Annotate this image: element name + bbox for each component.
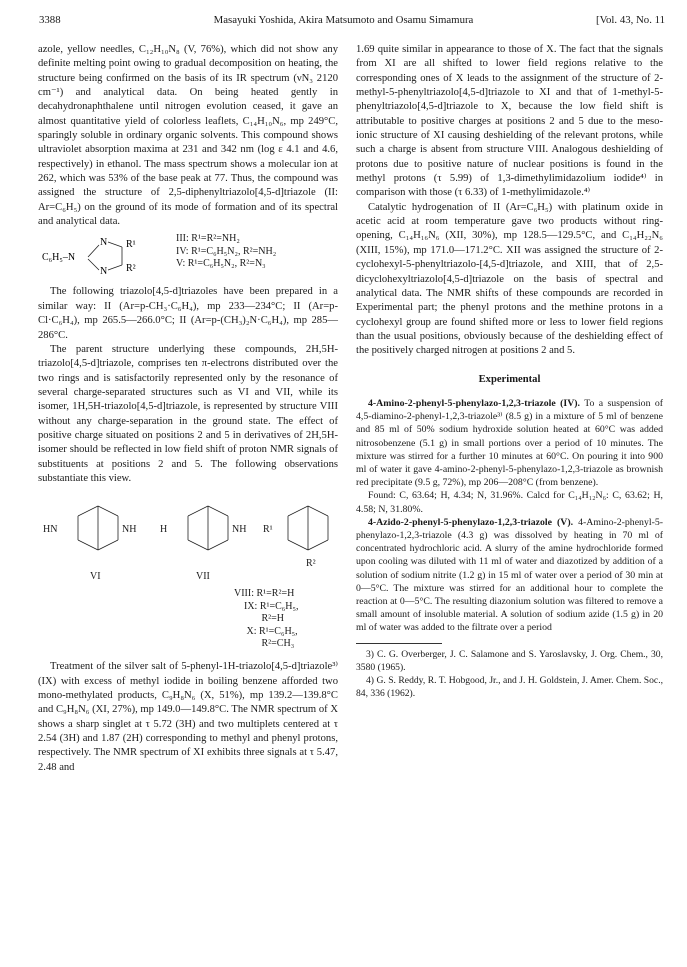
- paragraph: Catalytic hydrogenation of II (Ar=C₆H₅) with platinum oxide in acetic acid at room temperature gave two products without ring-opening, C₁₄H₁₆N₆ (XII, 30%), mp 128.5—129.5°C, and C₁₄H₂₂N₆ (XIII, 15%), mp 171.0—171.2°C. XII was assigned the structure of 2-cyclohexyl-5-phenyltriazolo-[4,5-d]triazole, and XIII, that of 2,5-dicyclohexyltriazolo[4,5-d]triazole on the basis of spectral and analytical data. The NMR shifts of these compounds are recorded in Experimental part; the phenyl protons and the methine protons in a cyclohexyl group are found shifted more or less to lower field regions than the usual positions, obviously because of the deshielding effect of the positively charged nitrogen at positions 2 and 5.: [356, 201, 663, 357]
- experimental-paragraph: [356, 516, 663, 635]
- paragraph: azole, yellow needles, C₁₂H₁₀N₈ (V, 76%), which did not show any definite melting point owing to gradual decomposition on heating, the structure being confirmed on the basis of its IR spectrum (νN₃ 2120 cm⁻¹) and analytical data. On being heated gently in decahydronaphthalene until nitrogen evolution ceased, it gave an almost quantitative yield of colorless leaflets, C₁₄H₁₀N₆, mp 249°C, sparingly soluble in ordinary organic solvents. This compound shows ultraviolet absorption maxima at 231 and 342 nm (log ε 4.1 and 4.6, respectively) in ethanol. The mass spectrum shows a molecular ion at 262, which was 53% of the base peak at 77. Thus, the compound was assigned the structure of 2,5-diphenyltriazolo[4,5-d]triazole (II: Ar=C₆H₅) on the ground of its mode of formation and of its spectral and analytical data.: [38, 44, 338, 228]
- struct-r1-label: R¹: [263, 524, 273, 536]
- svg-text:N: N: [100, 266, 108, 278]
- left-column: [38, 43, 338, 775]
- experimental-title: 4-Amino-2-phenyl-5-phenylazo-1,2,3-triazole (IV).: [368, 397, 580, 409]
- paragraph: The following triazolo[4,5-d]triazoles have been prepared in a similar way: II (Ar=p-CH₃·C₆H₄), mp 233—234°C; II (Ar=p-Cl·C₆H₄), mp 265.5—266.0°C; II (Ar=p-(CH₃)₂N·C₆H₄), mp 285—286°C.: [38, 286, 338, 341]
- formula-block-iii-v: [38, 233, 338, 279]
- formula-definitions: [176, 233, 276, 271]
- footnote-rule: [356, 643, 442, 644]
- footnote: 3) C. G. Overberger, J. C. Salamone and S. Yaroslavsky, J. Org. Chem., 30, 3580 (1965).: [356, 648, 663, 673]
- struct-h-label: H: [160, 524, 168, 536]
- volume-info: [Vol. 43, No. 11: [596, 14, 665, 26]
- structures-vi-viii: [38, 494, 338, 652]
- paragraph: The parent structure underlying these compounds, 2H,5H-triazolo[4,5-d]triazole, comprises ten π-electrons distributed over the two rings and is satisfactorily represented only by the resonance of several charge-separated structures such as VI and VII, while its isomer, 1H,5H-triazolo[4,5-d]triazole, is represented by structure VIII without any charge-separation in the ground state. The effect of positive charge situated on positions 2 and 5 in derivatives of 2H,5H-isomer should be reflected in low field shift of proton NMR signals of substituents at positions 2 and 5. The following observations substantiate this view.: [38, 343, 338, 484]
- struct-hn-label: HN: [43, 524, 58, 536]
- paragraph: Treatment of the silver salt of 5-phenyl-1H-triazolo[4,5-d]triazole³⁾ (IX) with excess of methyl iodide in boiling benzene afforded two mono-methylated products, C₉H₈N₆ (X, 51%), mp 139.2—139.8°C and C₉H₈N₆ (XI, 27%), mp 149.0—149.8°C. The NMR spectrum of X shows a sharp singlet at τ 5.72 (3H) and two multiplets centered at τ 2.54 (3H) and 1.87 (2H) corresponding to methyl and phenyl protons, respectively. The NMR spectrum of XI exhibits three signals at τ 5.47, 2.48 and: [38, 661, 338, 773]
- formula-line: V: R¹=C₆H₅N₂, R²=N₃: [176, 258, 266, 270]
- formula-line: IV: R¹=C₆H₅N₂, R²=NH₂: [176, 245, 277, 257]
- right-column: [356, 43, 663, 700]
- paragraph: 1.69 quite similar in appearance to those of X. The fact that the signals from XI are all shifted to lower field regions relative to the corresponding ones of X leads to the assignment of the structure of 2-methyl-5-phenyltriazolo[4,5-d]triazole to XI and that of 1-methyl-5-phenyltriazolo[4,5-d]triazole to X, because the low field shift is attributable to positive charges at positions 2 and 5 due to the meso-ionic structure of XI causing deshielding of the relevant protons, while such a charge is absent from structure VIII. Analogous deshielding of protons due to positive nature of nuclear positions is found in the methyl protons (τ 5.99) of 1,3-dimethylimidazolium iodide⁴⁾ in comparison with those (τ 6.33) of 1-methylimidazole.⁴⁾: [356, 44, 663, 199]
- struct-nh-label: NH: [122, 524, 137, 536]
- triazole-structure-icon: [42, 233, 172, 279]
- formula-r2: R²: [126, 263, 136, 275]
- formula-r1: R¹: [126, 239, 136, 251]
- structure-label: VI: [90, 571, 101, 583]
- section-heading: Experimental: [478, 373, 541, 385]
- experimental-body: To a suspension of 4,5-diamino-2-phenyl-1,2,3-triazole³⁾ (8.5 g) in a mixture of 5 ml of benzene and 85 ml of 50% sodium hydroxide solution heated at 60°C was added nitrosobenzene (5.1 g) in small portions over a period of 10 minutes. The mixture was stirred for a further 10 minutes at 60°C. On pouring it into 900 ml of water it gave 4-amino-2-phenyl-5-phenylazo-1,2,3-triazole as brownish red precipitate (9.5 g, 72%), mp 206—208°C (from benzene).: [356, 397, 663, 489]
- triazolotriazole-structures-icon: [38, 494, 338, 594]
- experimental-title: 4-Azido-2-phenyl-5-phenylazo-1,2,3-triazole (V).: [368, 516, 574, 528]
- formula-line: III: R¹=R²=NH₂: [176, 233, 240, 245]
- structure-label: VII: [196, 571, 210, 583]
- formula-prefix: C₆H₅–N: [42, 252, 76, 264]
- svg-text:N: N: [100, 237, 108, 249]
- experimental-paragraph: [356, 397, 663, 489]
- running-authors: Masayuki Yoshida, Akira Matsumoto and Osamu Simamura: [213, 14, 474, 26]
- struct-nh-label: NH: [232, 524, 247, 536]
- footnote: 4) G. S. Reddy, R. T. Hobgood, Jr., and J. H. Goldstein, J. Amer. Chem. Soc., 84, 336 (1962).: [356, 674, 663, 700]
- page-number: 3388: [39, 14, 61, 26]
- experimental-body: 4-Amino-2-phenyl-5-phenylazo-1,2,3-triazole (4.3 g) was dissolved by heating in 70 ml of concentrated hydrochloric acid. A slurry of the amine hydrochloride formed upon cooling was diluted with 11 ml of water and diazotized by addition of a solution of sodium nitrite (1.2 g) in 15 ml of water over a period of 30 min at 0—5°C. The mixture was stirred for an additional hour to complete the reaction at 0—5°C. The resulting diazonium solution was filtered to remove a small amount of insoluble material. A solution of sodium azide (1.5 g) in 20 ml of water was added to the filtrate over a period: [356, 516, 663, 634]
- page-header: [0, 14, 687, 30]
- footnotes: [356, 648, 663, 701]
- structure-definitions: VIII: R¹=R²=H IX: R¹=C₆H₅, R²=H X: R¹=C₆H₅, R²=CH₃: [234, 588, 299, 649]
- struct-r2-label: R²: [306, 558, 316, 570]
- analysis-line: Found: C, 63.64; H, 4.34; N, 31.96%. Calcd for C₁₄H₁₂N₆: C, 63.62; H, 4.58; N, 31.80%.: [356, 490, 663, 515]
